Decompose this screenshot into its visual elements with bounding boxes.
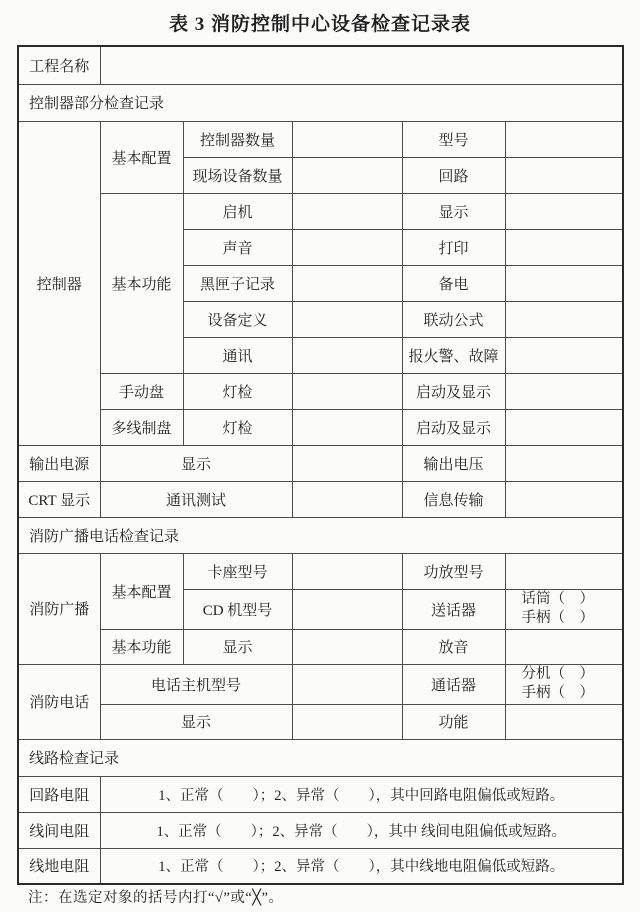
- multiline-panel-label: 多线制盘: [100, 409, 183, 445]
- footnote: 注：在选定对象的括号内打“√”或“╳”。: [28, 890, 284, 906]
- output-power-label: 输出电源: [18, 445, 100, 481]
- project-name-value-cell: [100, 46, 623, 84]
- check-value-cell: [505, 157, 623, 193]
- telephone-group-label: 消防电话: [18, 664, 100, 739]
- check-label: 信息传输: [402, 481, 505, 517]
- inspection-record-table: [17, 45, 624, 885]
- table-row: [18, 46, 623, 84]
- check-value-cell: [505, 301, 623, 337]
- check-value-cell: [505, 337, 623, 373]
- check-value-cell: [505, 229, 623, 265]
- check-value-cell: [505, 445, 623, 481]
- table-row: [18, 193, 623, 229]
- item-label: 显示: [100, 704, 292, 739]
- line-resistance-label: 线间电阻: [18, 812, 100, 848]
- item-value-cell: [292, 481, 402, 517]
- item-value-cell: [292, 157, 402, 193]
- item-label: 灯检: [183, 409, 292, 445]
- check-value-cell: [505, 193, 623, 229]
- table-row: [18, 481, 623, 517]
- project-name-label: 工程名称: [18, 46, 100, 84]
- check-value-cell: [505, 373, 623, 409]
- check-value-cell: [505, 553, 623, 589]
- check-label: 回路: [402, 157, 505, 193]
- check-value-cell: [505, 409, 623, 445]
- basic-function-label: 基本功能: [100, 629, 183, 664]
- section-header-line: 线路检查记录: [18, 739, 623, 776]
- check-label: 报火警、故障: [402, 337, 505, 373]
- item-label: 黑匣子记录: [183, 265, 292, 301]
- extension-handle-options-cell: [505, 664, 623, 704]
- section-header-controller: 控制器部分检查记录: [18, 84, 623, 121]
- item-value-cell: [292, 193, 402, 229]
- mic-handle-options-cell: [505, 589, 623, 629]
- broadcast-group-label: 消防广播: [18, 553, 100, 664]
- check-value-cell: [505, 265, 623, 301]
- check-value-cell: [505, 704, 623, 739]
- loop-resistance-result: 1、正常（ ）；2、异常（ ），其中回路电阻偏低或短路。: [100, 776, 623, 812]
- item-label: 通讯: [183, 337, 292, 373]
- item-label: 显示: [100, 445, 292, 481]
- page-title: 表 3 消防控制中心设备检查记录表: [168, 14, 471, 35]
- table-row: [18, 373, 623, 409]
- mic-option: 话筒（ ）: [521, 591, 594, 608]
- table-row: [18, 409, 623, 445]
- table-row: [18, 517, 623, 553]
- check-label: 放音: [402, 629, 505, 664]
- check-label: 打印: [402, 229, 505, 265]
- item-value-cell: [292, 589, 402, 629]
- table-row: [18, 84, 623, 121]
- table-row: [18, 664, 623, 704]
- check-value-cell: [505, 629, 623, 664]
- basic-config-label: 基本配置: [100, 553, 183, 629]
- item-label: 控制器数量: [183, 121, 292, 157]
- check-label: 通话器: [402, 664, 505, 704]
- item-label: 现场设备数量: [183, 157, 292, 193]
- check-label: 启动及显示: [402, 373, 505, 409]
- item-value-cell: [292, 337, 402, 373]
- table-row: [18, 812, 623, 848]
- item-label: 通讯测试: [100, 481, 292, 517]
- check-value-cell: [505, 481, 623, 517]
- check-label: 联动公式: [402, 301, 505, 337]
- item-label: 启机: [183, 193, 292, 229]
- item-label: CD 机型号: [183, 589, 292, 629]
- item-value-cell: [292, 229, 402, 265]
- check-label: 输出电压: [402, 445, 505, 481]
- item-value-cell: [292, 629, 402, 664]
- check-label: 送话器: [402, 589, 505, 629]
- item-value-cell: [292, 704, 402, 739]
- check-label: 功能: [402, 704, 505, 739]
- ground-resistance-result: 1、正常（ ）；2、异常（ ），其中线地电阻偏低或短路。: [100, 848, 623, 884]
- item-value-cell: [292, 445, 402, 481]
- item-value-cell: [292, 265, 402, 301]
- check-label: 启动及显示: [402, 409, 505, 445]
- extension-option: 分机（ ）: [521, 666, 594, 683]
- crt-label: CRT 显示: [18, 481, 100, 517]
- table-row: [18, 445, 623, 481]
- item-label: 灯检: [183, 373, 292, 409]
- table-row: [18, 629, 623, 664]
- basic-config-label: 基本配置: [100, 121, 183, 193]
- item-label: 声音: [183, 229, 292, 265]
- handle-option: 手柄（ ）: [521, 610, 594, 626]
- ground-resistance-label: 线地电阻: [18, 848, 100, 884]
- controller-group-label: 控制器: [18, 121, 100, 445]
- item-value-cell: [292, 373, 402, 409]
- table-row: [18, 739, 623, 776]
- check-label: 型号: [402, 121, 505, 157]
- item-label: 设备定义: [183, 301, 292, 337]
- item-value-cell: [292, 409, 402, 445]
- table-row: [18, 776, 623, 812]
- table-row: [18, 121, 623, 157]
- check-label: 显示: [402, 193, 505, 229]
- check-label: 备电: [402, 265, 505, 301]
- basic-function-label: 基本功能: [100, 193, 183, 373]
- item-value-cell: [292, 664, 402, 704]
- check-value-cell: [505, 121, 623, 157]
- table-row: [18, 553, 623, 589]
- item-label: 卡座型号: [183, 553, 292, 589]
- item-value-cell: [292, 553, 402, 589]
- check-label: 功放型号: [402, 553, 505, 589]
- handle-option: 手柄（ ）: [521, 685, 594, 701]
- item-value-cell: [292, 301, 402, 337]
- table-row: [18, 704, 623, 739]
- item-label: 电话主机型号: [100, 664, 292, 704]
- item-label: 显示: [183, 629, 292, 664]
- table-row: [18, 848, 623, 884]
- manual-panel-label: 手动盘: [100, 373, 183, 409]
- section-header-broadcast: 消防广播电话检查记录: [18, 517, 623, 553]
- loop-resistance-label: 回路电阻: [18, 776, 100, 812]
- line-resistance-result: 1、正常（ ）；2、异常（ ），其中 线间电阻偏低或短路。: [100, 812, 623, 848]
- item-value-cell: [292, 121, 402, 157]
